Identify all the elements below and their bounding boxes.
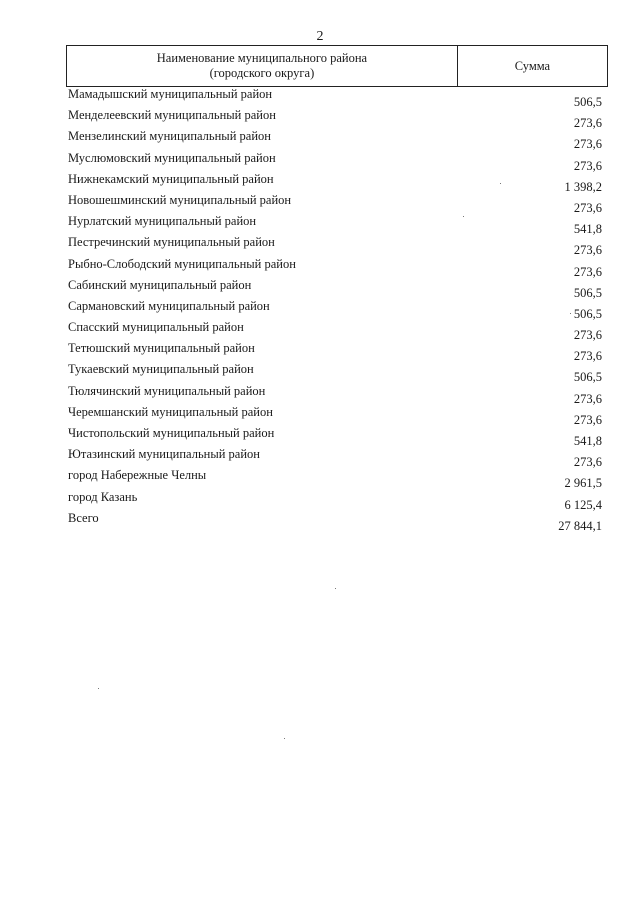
row-name: Мензелинский муниципальный район (68, 129, 271, 144)
row-name: Рыбно-Слободский муниципальный район (68, 256, 296, 271)
row-name: Тюлячинский муниципальный район (68, 383, 266, 398)
header-sum-cell: Сумма (457, 46, 607, 87)
table-row (66, 278, 608, 299)
table-row (66, 362, 608, 383)
scan-speck (570, 313, 571, 314)
row-name: Мамадышский муниципальный район (68, 87, 273, 101)
row-value: 273,6 (573, 455, 602, 470)
row-name: Ютазинский муниципальный район (68, 447, 260, 462)
table-row (66, 426, 608, 447)
header-name-line1: Наименование муниципального района (156, 51, 368, 65)
row-value: 1 398,2 (564, 179, 602, 194)
row-name: Пестречинский муниципальный район (68, 235, 275, 250)
table-row (66, 193, 608, 214)
header-name-cell (67, 46, 458, 87)
row-name: город Казань (68, 489, 138, 504)
row-name: Менделеевский муниципальный район (68, 108, 276, 123)
table-row (66, 257, 608, 278)
row-value: 273,6 (573, 243, 602, 258)
total-row (66, 511, 608, 532)
row-name: город Набережные Челны (68, 468, 207, 483)
table-row (66, 384, 608, 405)
scan-speck (98, 688, 99, 689)
row-name: Муслюмовский муниципальный район (68, 150, 276, 165)
table-row (66, 108, 608, 129)
row-value: 273,6 (573, 264, 602, 279)
row-name: Спасский муниципальный район (68, 320, 244, 335)
table-header-row (67, 46, 608, 87)
table-row (66, 490, 608, 511)
row-value: 273,6 (573, 412, 602, 427)
scan-speck (335, 588, 336, 589)
row-value: 273,6 (573, 328, 602, 343)
row-value: 273,6 (573, 158, 602, 173)
row-name: Нурлатский муниципальный район (68, 214, 257, 229)
table-row (66, 151, 608, 172)
row-name: Чистопольский муниципальный район (68, 426, 275, 440)
row-value: 541,8 (573, 222, 602, 237)
row-name: Новошешминский муниципальный район (68, 192, 292, 207)
row-value: 506,5 (573, 285, 602, 300)
scan-speck (500, 183, 501, 184)
header-name-line2: (городского округа) (209, 66, 315, 80)
row-value: 273,6 (573, 116, 602, 131)
table-row (66, 468, 608, 489)
table-row (66, 320, 608, 341)
row-value: 273,6 (573, 391, 602, 406)
table-row (66, 214, 608, 235)
row-name: Всего (68, 510, 99, 525)
scan-speck (463, 216, 464, 217)
row-name: Черемшанский муниципальный район (68, 404, 273, 419)
table-row (66, 235, 608, 256)
row-value: 506,5 (573, 370, 602, 385)
table-row (66, 405, 608, 426)
table-row (66, 129, 608, 150)
table-row (66, 299, 608, 320)
row-name: Сармановский муниципальный район (68, 298, 270, 313)
row-value: 506,5 (573, 306, 602, 321)
row-name: Нижнекамский муниципальный район (68, 171, 274, 186)
row-value: 541,8 (573, 434, 602, 448)
page-number: 2 (316, 29, 324, 44)
row-value: 273,6 (573, 137, 602, 152)
scan-speck (284, 738, 285, 739)
row-value: 27 844,1 (558, 518, 602, 533)
row-value: 506,5 (573, 95, 602, 109)
row-value: 2 961,5 (564, 476, 602, 491)
row-value: 273,6 (573, 349, 602, 364)
row-value: 6 125,4 (564, 497, 602, 512)
table-row (66, 341, 608, 362)
table-row (66, 172, 608, 193)
table-row (66, 447, 608, 468)
row-name: Сабинский муниципальный район (68, 277, 252, 292)
table-row (66, 87, 608, 108)
row-value: 273,6 (573, 200, 602, 215)
table-header (66, 45, 608, 87)
table-body (66, 87, 608, 532)
row-name: Тетюшский муниципальный район (68, 341, 255, 356)
row-name: Тукаевский муниципальный район (68, 362, 254, 377)
